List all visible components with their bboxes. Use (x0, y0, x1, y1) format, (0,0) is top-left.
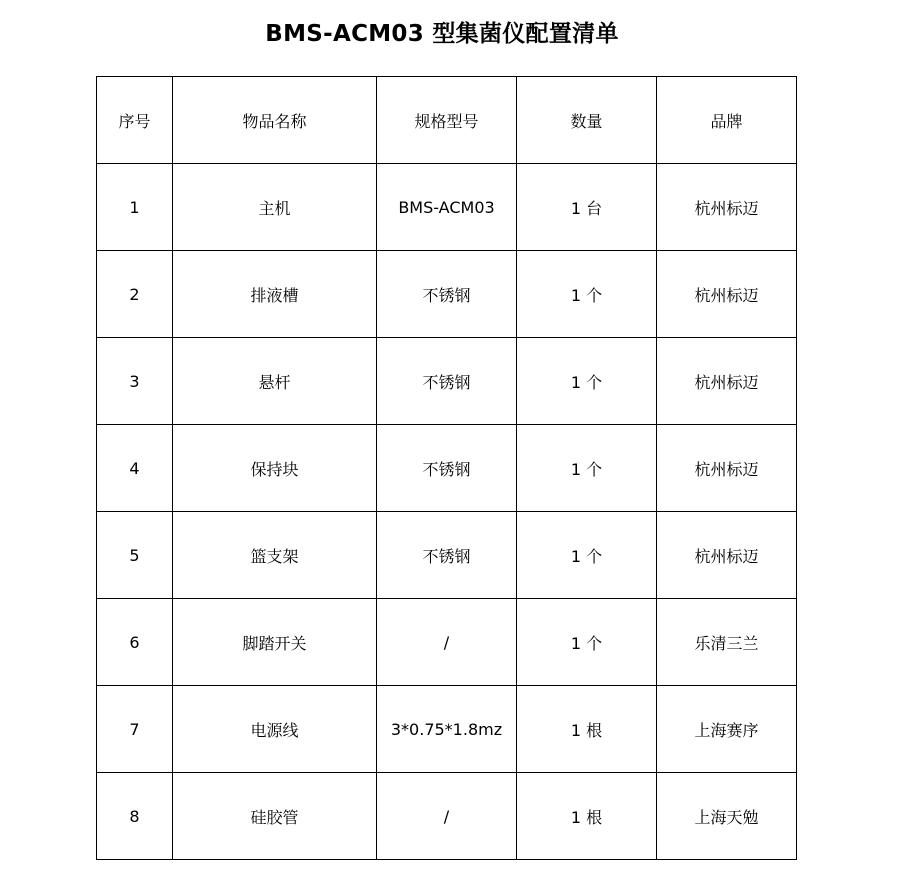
cell-quantity: 1 根 (517, 773, 657, 860)
cell-specification: / (377, 773, 517, 860)
cell-specification: 不锈钢 (377, 512, 517, 599)
cell-brand: 杭州标迈 (657, 338, 797, 425)
cell-item-name: 主机 (173, 164, 377, 251)
cell-quantity: 1 个 (517, 599, 657, 686)
header-item-name: 物品名称 (173, 77, 377, 164)
cell-serial-number: 3 (97, 338, 173, 425)
table-row (97, 599, 797, 686)
cell-quantity: 1 台 (517, 164, 657, 251)
table-row (97, 512, 797, 599)
cell-specification: 3*0.75*1.8mz (377, 686, 517, 773)
cell-brand: 上海赛序 (657, 686, 797, 773)
table-row (97, 164, 797, 251)
table-row (97, 338, 797, 425)
cell-item-name: 悬杆 (173, 338, 377, 425)
cell-brand: 杭州标迈 (657, 251, 797, 338)
table-row (97, 251, 797, 338)
cell-serial-number: 4 (97, 425, 173, 512)
cell-item-name: 保持块 (173, 425, 377, 512)
table-row (97, 686, 797, 773)
table-row (97, 425, 797, 512)
cell-brand: 上海天勉 (657, 773, 797, 860)
cell-serial-number: 6 (97, 599, 173, 686)
cell-serial-number: 5 (97, 512, 173, 599)
header-brand: 品牌 (657, 77, 797, 164)
cell-specification: BMS-ACM03 (377, 164, 517, 251)
cell-serial-number: 2 (97, 251, 173, 338)
cell-item-name: 硅胶管 (173, 773, 377, 860)
header-specification: 规格型号 (377, 77, 517, 164)
cell-item-name: 脚踏开关 (173, 599, 377, 686)
table-row (97, 773, 797, 860)
cell-specification: 不锈钢 (377, 251, 517, 338)
cell-quantity: 1 根 (517, 686, 657, 773)
document-title: BMS-ACM03 型集菌仪配置清单 (265, 21, 619, 47)
cell-serial-number: 8 (97, 773, 173, 860)
cell-specification: 不锈钢 (377, 425, 517, 512)
cell-specification: / (377, 599, 517, 686)
cell-quantity: 1 个 (517, 512, 657, 599)
cell-quantity: 1 个 (517, 251, 657, 338)
cell-brand: 杭州标迈 (657, 512, 797, 599)
cell-quantity: 1 个 (517, 425, 657, 512)
cell-item-name: 排液槽 (173, 251, 377, 338)
cell-serial-number: 1 (97, 164, 173, 251)
configuration-table (96, 76, 797, 860)
cell-specification: 不锈钢 (377, 338, 517, 425)
header-serial-number: 序号 (97, 77, 173, 164)
cell-brand: 乐清三兰 (657, 599, 797, 686)
cell-item-name: 篮支架 (173, 512, 377, 599)
cell-brand: 杭州标迈 (657, 164, 797, 251)
cell-serial-number: 7 (97, 686, 173, 773)
cell-item-name: 电源线 (173, 686, 377, 773)
cell-brand: 杭州标迈 (657, 425, 797, 512)
table-header-row (97, 77, 797, 164)
header-quantity: 数量 (517, 77, 657, 164)
cell-quantity: 1 个 (517, 338, 657, 425)
